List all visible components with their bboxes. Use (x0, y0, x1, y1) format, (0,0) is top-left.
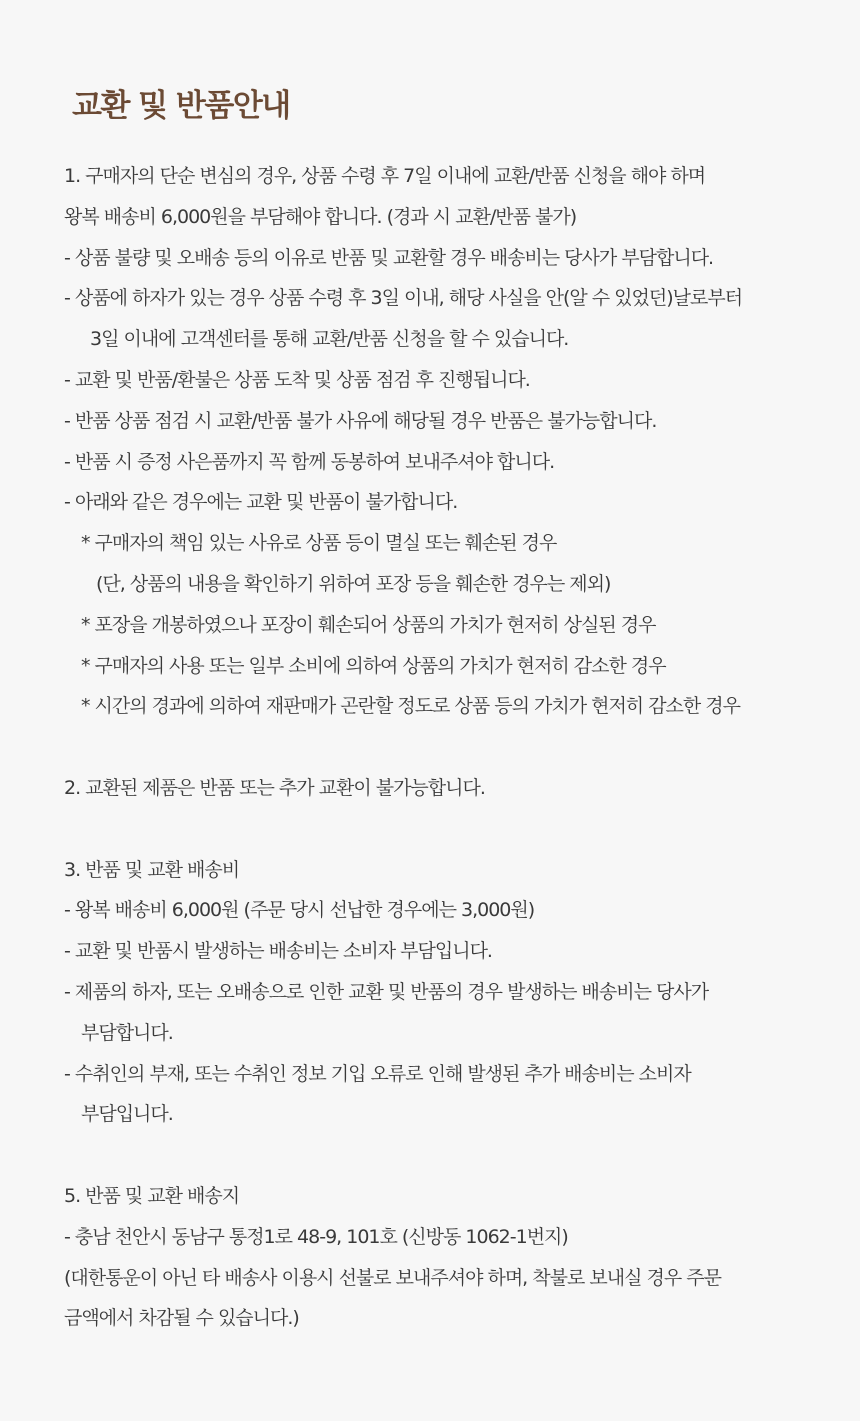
exception-item: * 시간의 경과에 의하여 재판매가 곤란할 정도로 상품 등의 가치가 현저히 감소한 경우 (81, 695, 741, 718)
section-1-item: - 상품 불량 및 오배송 등의 이유로 반품 및 교환할 경우 배송비는 당사가 부담합니다. (64, 246, 714, 269)
return-address: - 충남 천안시 동남구 통정1로 48-9, 101호 (신방동 1062-1번지) (64, 1225, 568, 1248)
section-5-heading: 5. 반품 및 교환 배송지 (64, 1184, 240, 1207)
section-1-item: - 반품 상품 점검 시 교환/반품 불가 사유에 해당될 경우 반품은 불가능합니다. (64, 409, 657, 432)
page-title: 교환 및 반품안내 (72, 88, 290, 124)
section-divider (64, 727, 854, 768)
exception-item: * 구매자의 사용 또는 일부 소비에 의하여 상품의 가치가 현저히 감소한 경우 (81, 654, 666, 677)
section-divider (64, 1135, 854, 1176)
section-divider (64, 809, 854, 850)
exception-item: * 포장을 개봉하였으나 포장이 훼손되어 상품의 가치가 현저히 상실된 경우 (81, 613, 656, 636)
section-3-item: - 교환 및 반품시 발생하는 배송비는 소비자 부담입니다. (64, 940, 492, 963)
section-3-item: - 수취인의 부재, 또는 수취인 정보 기입 오류로 인해 발생된 추가 배송비는 소비자 (64, 1062, 691, 1085)
section-1-item: - 상품에 하자가 있는 경우 상품 수령 후 3일 이내, 해당 사실을 안(알 수 있었던)날로부터 (64, 287, 743, 310)
section-3-item: - 제품의 하자, 또는 오배송으로 인한 교환 및 반품의 경우 발생하는 배송비는 당사가 (64, 980, 709, 1003)
policy-content (64, 156, 854, 1339)
section-1-item: - 교환 및 반품/환불은 상품 도착 및 상품 점검 후 진행됩니다. (64, 368, 530, 391)
exception-item: * 구매자의 책임 있는 사유로 상품 등이 멸실 또는 훼손된 경우 (81, 532, 557, 555)
section-1-item: - 아래와 같은 경우에는 교환 및 반품이 불가합니다. (64, 491, 458, 514)
exception-item-note: (단, 상품의 내용을 확인하기 위하여 포장 등을 훼손한 경우는 제외) (96, 572, 611, 595)
section-3-item-continued: 부담합니다. (81, 1021, 173, 1044)
section-1-item-continued: 3일 이내에 고객센터를 통해 교환/반품 신청을 할 수 있습니다. (90, 328, 569, 351)
section-3-heading: 3. 반품 및 교환 배송비 (64, 858, 240, 881)
section-3-item-continued: 부담입니다. (81, 1103, 173, 1126)
section-1-heading: 1. 구매자의 단순 변심의 경우, 상품 수령 후 7일 이내에 교환/반품 신청을 해야 하며 (64, 165, 706, 187)
shipping-note-continued: 금액에서 차감될 수 있습니다.) (64, 1307, 299, 1330)
section-2-heading: 2. 교환된 제품은 반품 또는 추가 교환이 불가능합니다. (64, 776, 485, 799)
shipping-note: (대한통운이 아닌 타 배송사 이용시 선불로 보내주셔야 하며, 착불로 보내실 경우 주문 (64, 1266, 721, 1289)
section-3-item: - 왕복 배송비 6,000원 (주문 당시 선납한 경우에는 3,000원) (64, 899, 535, 922)
section-1-text: 왕복 배송비 6,000원을 부담해야 합니다. (경과 시 교환/반품 불가) (64, 205, 577, 228)
section-1-item: - 반품 시 증정 사은품까지 꼭 함께 동봉하여 보내주셔야 합니다. (64, 450, 555, 473)
